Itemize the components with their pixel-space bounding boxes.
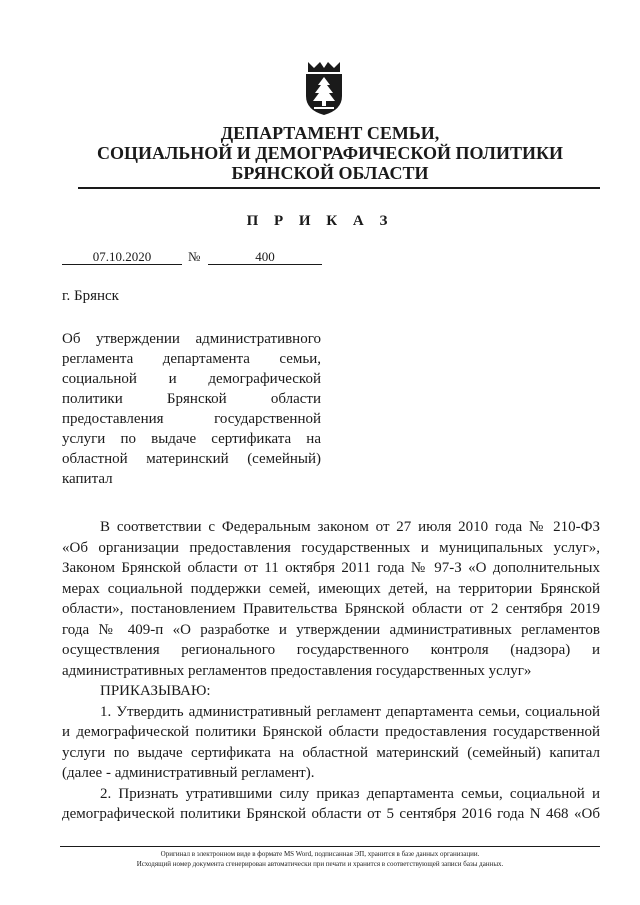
footer-line-2: Исходящий номер документа сгенерирован автоматически при печати и хранится в соответствующей записи базы данных. — [136, 860, 504, 868]
body-line: и демографической политики Брянской области предоставления государственной — [62, 724, 600, 740]
order-subject — [62, 329, 321, 489]
footer-divider — [60, 846, 600, 847]
body-line: административных регламентов предоставления государственных услуг» — [62, 662, 532, 679]
department-header-line-3: БРЯНСКОЙ ОБЛАСТИ — [231, 163, 429, 183]
order-date: 07.10.2020 — [62, 249, 182, 265]
order-directive: ПРИКАЗЫВАЮ: — [100, 683, 211, 699]
body-line: 1. Утвердить административный регламент департамента семьи, социальной — [100, 703, 600, 720]
subject-line: политики Брянской области — [62, 391, 321, 407]
body-line: В соответствии с Федеральным законом от 27 июля 2010 года № 210-ФЗ — [100, 519, 600, 535]
subject-line: предоставления государственной — [62, 411, 321, 427]
body-line: года № 409-п «О разработке и утверждении административных регламентов — [62, 621, 600, 638]
subject-line: капитал — [62, 471, 113, 487]
department-header — [60, 123, 600, 183]
body-line: мерах социальной поддержки семей, имеющих детей, на территории Брянской — [62, 580, 600, 597]
body-line: демографической политики Брянской области от 5 сентября 2016 года N 468 «Об — [62, 806, 600, 822]
subject-line: регламента департамента семьи, — [62, 351, 321, 367]
body-line: области», постановлением Правительства Брянской области от 2 сентября 2019 — [62, 601, 600, 617]
body-line: осуществления регионального государственного контроля (надзора) и — [62, 642, 600, 658]
subject-line: услуги по выдаче сертификата на — [62, 431, 321, 447]
subject-line: Об утверждении административного — [62, 331, 321, 347]
order-title: П Р И К А З — [246, 213, 394, 229]
body-line: услуги по выдаче сертификата на областной материнский (семейный) капитал — [62, 744, 600, 761]
department-header-line-2: СОЦИАЛЬНОЙ И ДЕМОГРАФИЧЕСКОЙ ПОЛИТИКИ — [96, 143, 564, 163]
header-divider — [78, 187, 600, 189]
subject-line: областной материнский (семейный) — [62, 451, 321, 467]
order-number-sign: № — [188, 249, 201, 264]
footer-note — [0, 849, 640, 869]
body-line: «Об организации предоставления государственных и муниципальных услуг», — [62, 539, 600, 556]
subject-line: социальной и демографической — [62, 371, 321, 387]
department-header-line-1: ДЕПАРТАМЕНТ СЕМЬИ, — [220, 123, 440, 143]
body-line: (далее - административный регламент). — [62, 765, 315, 781]
bryansk-emblem-icon — [302, 58, 346, 116]
order-body — [62, 517, 600, 825]
city-label: г. Брянск — [62, 288, 119, 304]
order-number: 400 — [208, 249, 322, 265]
body-line: Законом Брянской области от 11 октября 2011 года № 97-З «О дополнительных — [62, 560, 600, 576]
footer-line-1: Оригинал в электронном виде в формате MS Word, подписанная ЭП, хранится в базе данных организации. — [160, 850, 480, 858]
body-line: 2. Признать утратившими силу приказ департамента семьи, социальной и — [100, 785, 600, 802]
